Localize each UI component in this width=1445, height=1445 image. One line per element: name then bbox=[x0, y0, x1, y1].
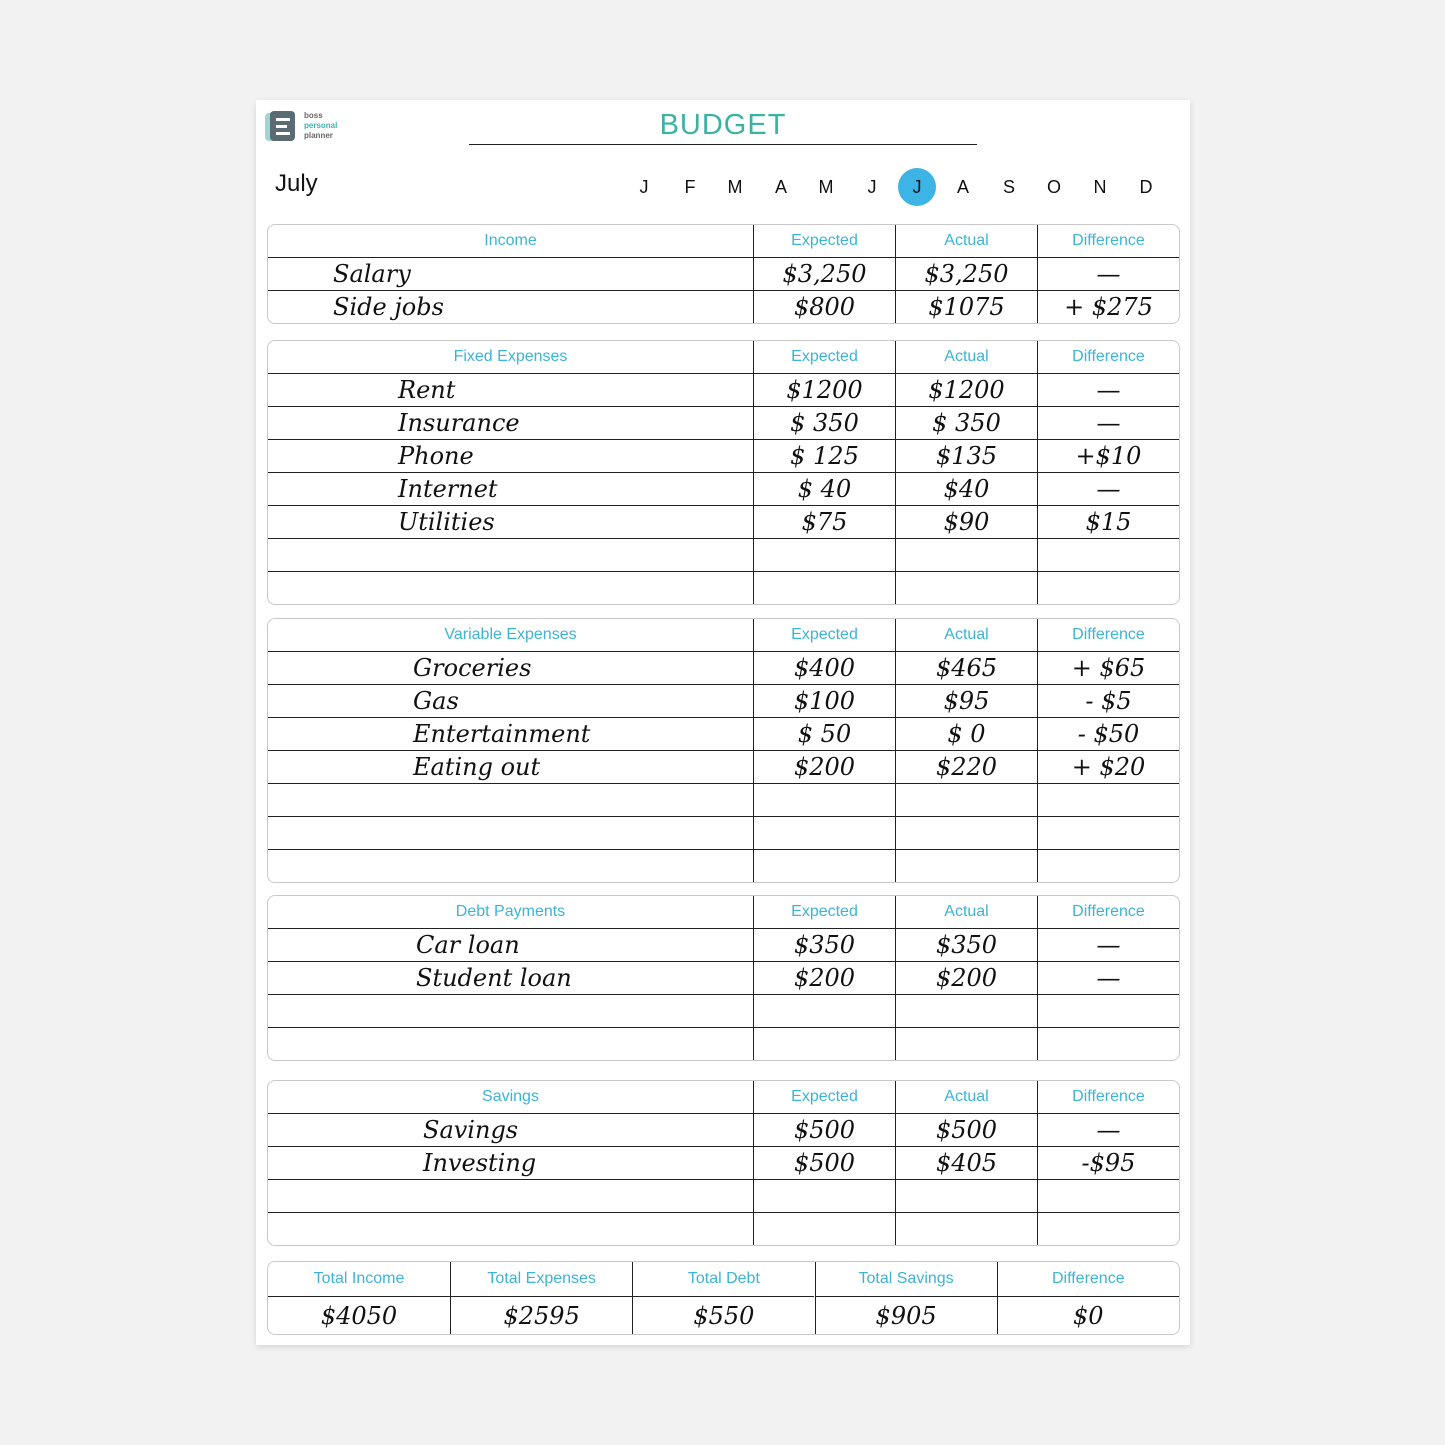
empty-cell bbox=[895, 1028, 1037, 1060]
section-title: Savings bbox=[482, 1088, 539, 1105]
column-difference: Difference bbox=[1037, 225, 1179, 257]
logo-mark-icon bbox=[264, 110, 296, 144]
empty-cell bbox=[268, 995, 753, 1027]
empty-cell bbox=[895, 850, 1037, 882]
column-expected: Expected bbox=[753, 619, 895, 651]
expected-value: $ 125 bbox=[753, 440, 895, 472]
empty-row bbox=[268, 816, 1179, 849]
empty-row bbox=[268, 571, 1179, 604]
month-6[interactable]: J bbox=[898, 168, 936, 206]
empty-cell bbox=[268, 784, 753, 816]
item-name: Salary bbox=[333, 260, 411, 288]
difference-value: - $50 bbox=[1037, 718, 1179, 750]
table-row bbox=[268, 257, 1179, 290]
month-9[interactable]: O bbox=[1046, 177, 1061, 197]
item-name: Rent bbox=[398, 376, 456, 404]
empty-cell bbox=[753, 1028, 895, 1060]
column-expected: Expected bbox=[753, 896, 895, 928]
expected-value: $75 bbox=[753, 506, 895, 538]
expected-value: $200 bbox=[753, 962, 895, 994]
actual-value: $95 bbox=[895, 685, 1037, 717]
empty-cell bbox=[753, 850, 895, 882]
empty-cell bbox=[753, 539, 895, 571]
actual-value: $1075 bbox=[895, 291, 1037, 323]
empty-cell bbox=[1037, 572, 1179, 604]
table-row bbox=[268, 684, 1179, 717]
table-row bbox=[268, 373, 1179, 406]
empty-row bbox=[268, 783, 1179, 816]
expected-value: $ 350 bbox=[753, 407, 895, 439]
month-11[interactable]: D bbox=[1139, 177, 1153, 197]
empty-cell bbox=[753, 1180, 895, 1212]
table-row bbox=[268, 290, 1179, 323]
empty-cell bbox=[895, 817, 1037, 849]
empty-cell bbox=[268, 1180, 753, 1212]
total-label: Total Expenses bbox=[487, 1270, 596, 1287]
month-4[interactable]: M bbox=[818, 177, 834, 197]
actual-value: $220 bbox=[895, 751, 1037, 783]
section-variable-expenses bbox=[267, 618, 1180, 883]
difference-value: + $275 bbox=[1037, 291, 1179, 323]
expected-value: $200 bbox=[753, 751, 895, 783]
empty-cell bbox=[895, 1213, 1037, 1245]
empty-row bbox=[268, 849, 1179, 882]
logo-line-3: planner bbox=[304, 131, 333, 140]
total-value: $0 bbox=[998, 1296, 1179, 1334]
column-difference: Difference bbox=[1037, 341, 1179, 373]
empty-cell bbox=[268, 1028, 753, 1060]
month-0[interactable]: J bbox=[639, 177, 649, 197]
column-difference: Difference bbox=[1037, 1081, 1179, 1113]
totals-table bbox=[267, 1261, 1180, 1335]
empty-cell bbox=[1037, 850, 1179, 882]
empty-cell bbox=[753, 817, 895, 849]
section-header bbox=[268, 619, 1179, 651]
empty-row bbox=[268, 994, 1179, 1027]
expected-value: $100 bbox=[753, 685, 895, 717]
actual-value: $1200 bbox=[895, 374, 1037, 406]
column-expected: Expected bbox=[753, 341, 895, 373]
table-row bbox=[268, 717, 1179, 750]
column-actual: Actual bbox=[895, 225, 1037, 257]
total-value: $550 bbox=[633, 1296, 814, 1334]
actual-value: $ 0 bbox=[895, 718, 1037, 750]
section-title: Fixed Expenses bbox=[453, 348, 568, 365]
item-name: Gas bbox=[413, 687, 459, 715]
expected-value: $ 50 bbox=[753, 718, 895, 750]
empty-cell bbox=[1037, 1213, 1179, 1245]
difference-value: - $5 bbox=[1037, 685, 1179, 717]
table-row bbox=[268, 928, 1179, 961]
column-actual: Actual bbox=[895, 619, 1037, 651]
item-name: Car loan bbox=[416, 931, 520, 959]
empty-cell bbox=[753, 1213, 895, 1245]
actual-value: $200 bbox=[895, 962, 1037, 994]
section-title: Debt Payments bbox=[455, 903, 566, 920]
total-label: Difference bbox=[1051, 1270, 1125, 1287]
difference-value: — bbox=[1037, 407, 1179, 439]
table-row bbox=[268, 472, 1179, 505]
expected-value: $500 bbox=[753, 1114, 895, 1146]
empty-row bbox=[268, 1027, 1179, 1060]
brand-logo bbox=[264, 110, 354, 146]
empty-cell bbox=[895, 995, 1037, 1027]
month-selector bbox=[256, 168, 1190, 208]
section-savings bbox=[267, 1080, 1180, 1246]
month-3[interactable]: A bbox=[774, 177, 787, 197]
section-title: Income bbox=[484, 232, 537, 249]
empty-cell bbox=[1037, 995, 1179, 1027]
section-header bbox=[268, 1081, 1179, 1113]
total-label: Total Income bbox=[313, 1270, 405, 1287]
table-row bbox=[268, 651, 1179, 684]
total-total-debt bbox=[632, 1262, 814, 1334]
empty-cell bbox=[268, 850, 753, 882]
actual-value: $3,250 bbox=[895, 258, 1037, 290]
total-label: Total Savings bbox=[858, 1270, 954, 1287]
month-2[interactable]: M bbox=[727, 177, 743, 197]
section-title: Variable Expenses bbox=[444, 626, 577, 643]
difference-value: $15 bbox=[1037, 506, 1179, 538]
item-name: Investing bbox=[423, 1149, 537, 1177]
item-name: Savings bbox=[423, 1116, 519, 1144]
month-7[interactable]: A bbox=[956, 177, 969, 197]
difference-value: + $65 bbox=[1037, 652, 1179, 684]
empty-row bbox=[268, 1212, 1179, 1245]
difference-value: +$10 bbox=[1037, 440, 1179, 472]
month-1[interactable]: F bbox=[684, 177, 696, 197]
difference-value: — bbox=[1037, 929, 1179, 961]
table-row bbox=[268, 439, 1179, 472]
empty-cell bbox=[895, 539, 1037, 571]
table-row bbox=[268, 1146, 1179, 1179]
table-row bbox=[268, 1113, 1179, 1146]
difference-value: — bbox=[1037, 473, 1179, 505]
expected-value: $ 40 bbox=[753, 473, 895, 505]
total-total-savings bbox=[815, 1262, 997, 1334]
empty-cell bbox=[268, 1213, 753, 1245]
logo-text bbox=[304, 111, 337, 141]
actual-value: $ 350 bbox=[895, 407, 1037, 439]
difference-value: -$95 bbox=[1037, 1147, 1179, 1179]
section-income bbox=[267, 224, 1180, 324]
table-row bbox=[268, 961, 1179, 994]
empty-cell bbox=[1037, 1180, 1179, 1212]
table-row bbox=[268, 406, 1179, 439]
actual-value: $465 bbox=[895, 652, 1037, 684]
total-difference bbox=[997, 1262, 1179, 1334]
column-actual: Actual bbox=[895, 1081, 1037, 1113]
actual-value: $135 bbox=[895, 440, 1037, 472]
empty-cell bbox=[753, 995, 895, 1027]
empty-cell bbox=[895, 1180, 1037, 1212]
empty-cell bbox=[895, 784, 1037, 816]
section-header bbox=[268, 896, 1179, 928]
table-row bbox=[268, 750, 1179, 783]
empty-cell bbox=[268, 817, 753, 849]
column-actual: Actual bbox=[895, 341, 1037, 373]
expected-value: $500 bbox=[753, 1147, 895, 1179]
actual-value: $350 bbox=[895, 929, 1037, 961]
item-name: Phone bbox=[398, 442, 474, 470]
empty-cell bbox=[753, 784, 895, 816]
item-name: Eating out bbox=[413, 753, 541, 781]
difference-value: — bbox=[1037, 258, 1179, 290]
empty-cell bbox=[268, 572, 753, 604]
logo-line-2: personal bbox=[304, 121, 338, 130]
expected-value: $800 bbox=[753, 291, 895, 323]
section-header bbox=[268, 225, 1179, 257]
expected-value: $3,250 bbox=[753, 258, 895, 290]
month-5[interactable]: J bbox=[867, 177, 877, 197]
actual-value: $90 bbox=[895, 506, 1037, 538]
item-name: Side jobs bbox=[333, 293, 444, 321]
column-difference: Difference bbox=[1037, 896, 1179, 928]
item-name: Utilities bbox=[398, 508, 495, 536]
section-fixed-expenses bbox=[267, 340, 1180, 605]
empty-row bbox=[268, 538, 1179, 571]
actual-value: $405 bbox=[895, 1147, 1037, 1179]
logo-line-1: boss bbox=[304, 111, 323, 120]
expected-value: $1200 bbox=[753, 374, 895, 406]
total-label: Total Debt bbox=[687, 1270, 760, 1287]
section-debt-payments bbox=[267, 895, 1180, 1061]
difference-value: — bbox=[1037, 374, 1179, 406]
empty-cell bbox=[1037, 1028, 1179, 1060]
page-title: BUDGET bbox=[469, 106, 977, 145]
item-name: Entertainment bbox=[413, 720, 591, 748]
difference-value: + $20 bbox=[1037, 751, 1179, 783]
empty-cell bbox=[1037, 784, 1179, 816]
month-label: July bbox=[275, 170, 318, 197]
month-8[interactable]: S bbox=[1002, 177, 1015, 197]
total-total-income bbox=[268, 1262, 450, 1334]
expected-value: $350 bbox=[753, 929, 895, 961]
total-value: $4050 bbox=[268, 1296, 450, 1334]
table-row bbox=[268, 505, 1179, 538]
section-header bbox=[268, 341, 1179, 373]
empty-cell bbox=[268, 539, 753, 571]
expected-value: $400 bbox=[753, 652, 895, 684]
month-10[interactable]: N bbox=[1093, 177, 1107, 197]
empty-row bbox=[268, 1179, 1179, 1212]
item-name: Student loan bbox=[416, 964, 572, 992]
empty-cell bbox=[1037, 539, 1179, 571]
empty-cell bbox=[1037, 817, 1179, 849]
budget-page bbox=[256, 100, 1190, 1345]
actual-value: $40 bbox=[895, 473, 1037, 505]
total-value: $905 bbox=[816, 1296, 997, 1334]
column-actual: Actual bbox=[895, 896, 1037, 928]
actual-value: $500 bbox=[895, 1114, 1037, 1146]
item-name: Groceries bbox=[413, 654, 532, 682]
difference-value: — bbox=[1037, 962, 1179, 994]
empty-cell bbox=[895, 572, 1037, 604]
empty-cell bbox=[753, 572, 895, 604]
column-expected: Expected bbox=[753, 225, 895, 257]
column-expected: Expected bbox=[753, 1081, 895, 1113]
column-difference: Difference bbox=[1037, 619, 1179, 651]
item-name: Internet bbox=[398, 475, 498, 503]
total-total-expenses bbox=[450, 1262, 632, 1334]
total-value: $2595 bbox=[451, 1296, 632, 1334]
item-name: Insurance bbox=[398, 409, 520, 437]
difference-value: — bbox=[1037, 1114, 1179, 1146]
